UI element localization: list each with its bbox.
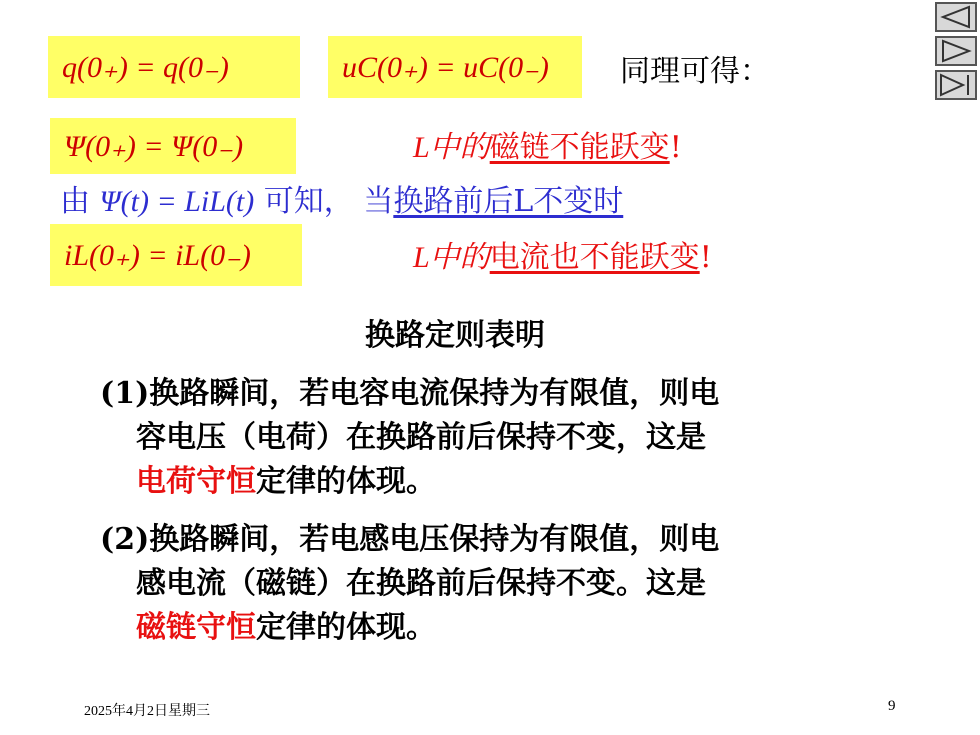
current-note (413, 232, 712, 276)
relation-prefix: 由 (60, 184, 90, 219)
equation-inductor-current: iL(0₊) = iL(0₋) (64, 238, 251, 272)
similarly-label: 同理可得： (620, 54, 770, 89)
next-slide-button[interactable] (935, 36, 977, 66)
previous-slide-button[interactable] (935, 2, 977, 32)
last-slide-button[interactable] (935, 70, 977, 100)
item-2-highlight: 磁链守恒 (136, 610, 256, 645)
relation-mid: 可知， (263, 184, 354, 219)
page-number: 9 (888, 698, 896, 714)
item-1 (100, 372, 719, 504)
item-1-line-2: 容电压（电荷）在换路前后保持不变，这是 (136, 420, 706, 455)
item-2-number: (2) (100, 522, 150, 557)
equation-charge: q(0₊) = q(0₋) (62, 50, 229, 84)
next-slide-icon (937, 38, 975, 64)
current-note-prefix: L中的 (413, 241, 490, 274)
item-1-line-1: (1)换路瞬间，若电容电流保持为有限值，则电 (100, 376, 720, 411)
flux-note-prefix: L中的 (413, 131, 490, 164)
footer-date: 2025年4月2日星期三 (84, 704, 210, 719)
equation-box-flux (50, 118, 296, 174)
current-note-suffix: ! (699, 240, 712, 275)
relation-condition-underlined: 换路前后L不变时 (393, 184, 624, 219)
relation-formula: Ψ(t) = LiL(t) (99, 185, 255, 218)
equation-capacitor-voltage: uC(0₊) = uC(0₋) (342, 50, 549, 84)
flux-note (413, 122, 682, 166)
item-2-line-3: 磁链守恒定律的体现。 (136, 610, 436, 645)
item-1-highlight: 电荷守恒 (136, 464, 256, 499)
relation-line (60, 176, 623, 220)
last-slide-icon (937, 72, 975, 98)
equation-box-capacitor-voltage (328, 36, 582, 98)
current-note-underlined: 电流也不能跃变 (489, 240, 700, 275)
item-2 (100, 518, 719, 650)
flux-note-suffix: ! (669, 130, 682, 165)
equation-box-inductor-current (50, 224, 302, 286)
section-heading: 换路定则表明 (365, 318, 545, 353)
item-2-line-2: 感电流（磁链）在换路前后保持不变。这是 (136, 566, 706, 601)
flux-note-underlined: 磁链不能跃变 (489, 130, 670, 165)
item-1-number: (1) (100, 376, 150, 411)
previous-slide-icon (937, 4, 975, 30)
equation-flux: Ψ(0₊) = Ψ(0₋) (64, 129, 244, 163)
equation-box-charge (48, 36, 300, 98)
relation-condition-prefix: 当 (363, 184, 394, 219)
item-1-line-3: 电荷守恒定律的体现。 (136, 464, 436, 499)
item-2-line-1: (2)换路瞬间，若电感电压保持为有限值，则电 (100, 522, 720, 557)
